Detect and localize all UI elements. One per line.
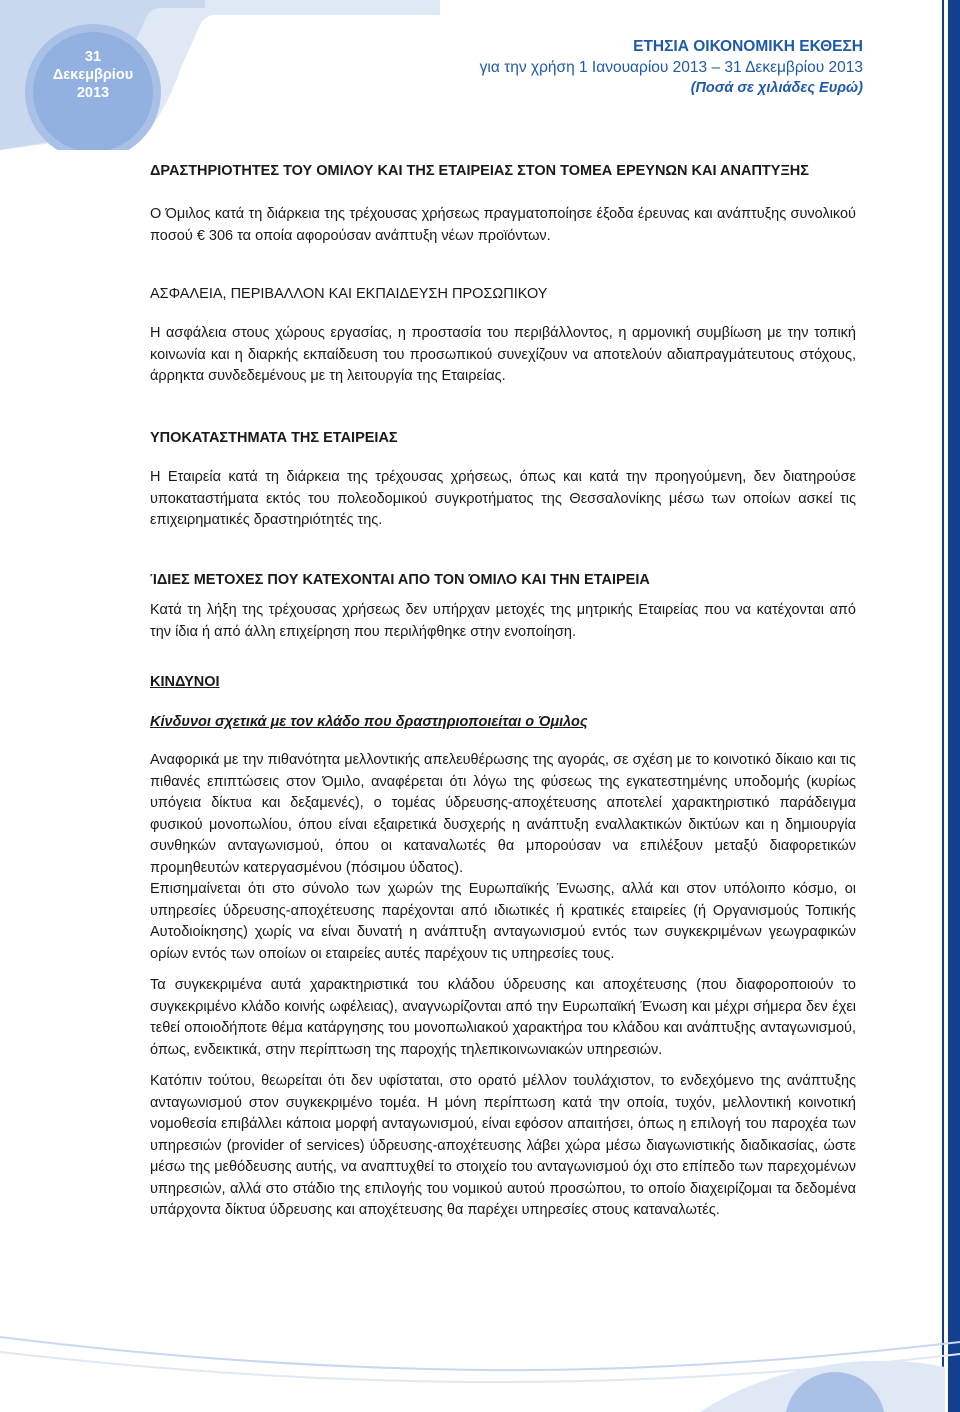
right-edge-line <box>942 0 944 1412</box>
risks-subheading: Κίνδυνοι σχετικά με τον κλάδο που δραστηριοποιείται ο Όμιλος <box>150 714 588 730</box>
risks-heading: ΚΙΝΔΥΝΟΙ <box>150 674 220 690</box>
page-header <box>480 36 863 99</box>
risks-paragraph-2: Επισημαίνεται ότι στο σύνολο των χωρών της Ευρωπαϊκής Ένωσης, αλλά και στον υπόλοιπο κόσμο, οι υπηρεσίες ύδρευσης-αποχέτευσης παρέχονται από ιδιωτικές ή κρατικές εταιρείες (ή Οργανισμούς Τοπικής Αυτοδιοίκησης) χωρίς να είναι δυνατή η ανάπτυξη ανταγωνισμού εντός των συγκεκριμένων γεωγραφικών ορίων εντός των οποίων οι εταιρείες αυτές παρέχουν τις υπηρεσίες τους. <box>150 881 856 962</box>
risks-sub <box>150 712 856 733</box>
footer-decoration <box>0 1282 960 1412</box>
treasury-heading: ΊΔΙΕΣ ΜΕΤΟΧΕΣ ΠΟΥ ΚΑΤΕΧΟΝΤΑΙ ΑΠΟ ΤΟΝ ΌΜΙΛΟ ΚΑΙ ΤΗΝ ΕΤΑΙΡΕΙΑ <box>150 572 650 588</box>
risks-paragraph-1: Αναφορικά με την πιθανότητα μελλοντικής απελευθέρωσης της αγοράς, σε σχέση με το κοινοτικό δίκαιο και τις πιθανές επιπτώσεις στον Όμιλο, αναφέρεται ότι λόγω της φύσεως της εγκατεστημένης υποδομής (κυρίως υπόγεια δίκτυα και δεξαμενές), ο τομέας ύδρευσης-αποχέτευσης αποτελεί χαρακτηριστικό παράδειγμα φυσικού μονοπωλίου, όπου είναι εξαιρετικά δυσχερής η ανάπτυξη εναλλακτικών δικτύων και η δημιουργία συνθηκών ανταγωνισμού, όπου οι καταναλωτές θα μπορούσαν να επιλέξουν μεταξύ διαφορετικών προμηθευτών κατεργασμένου (πόσιμου ύδατος). <box>150 752 856 876</box>
safety-section <box>150 284 856 305</box>
branches-heading: ΥΠΟΚΑΤΑΣΤΗΜΑΤΑ ΤΗΣ ΕΤΑΙΡΕΙΑΣ <box>150 430 398 446</box>
safety-body <box>150 323 856 388</box>
risks-paragraph-4: Κατόπιν τούτου, θεωρείται ότι δεν υφίσταται, στο ορατό μέλλον τουλάχιστον, το ενδεχόμενο της ανάπτυξης ανταγωνισμού στον συγκεκριμένο τομέα. Η μόνη περίπτωση κατά την οποία, τυχόν, μελλοντική κοινοτική νομοθεσία επιβάλλει κάποια μορφή ανταγωνισμού, είναι εφόσον απαιτήσει, όπως η επιλογή του παροχέα των υπηρεσιών (provider of services) ύδρευσης-αποχέτευσης λάβει χώρα μέσω διαγωνιστικής διαδικασίας, ώστε μέσω της μεθόδευσης αυτής, να αναπτυχθεί το στοιχείο του ανταγωνισμού όχι στο επίπεδο των παρεχομένων υπηρεσιών, αλλά στο στάδιο της επιλογής του νομικού αυτού προσώπου, το οποίο διαχειρίζομαι τα δεδομένα υπάρχοντα δίκτυα ύδρευσης και αποχέτευσης θα παρέχει υπηρεσίες στους καταναλωτές. <box>150 1073 856 1218</box>
safety-heading: ΑΣΦΑΛΕΙΑ, ΠΕΡΙΒΑΛΛΟΝ ΚΑΙ ΕΚΠΑΙΔΕΥΣΗ ΠΡΟΣΩΠΙΚΟΥ <box>150 286 548 302</box>
badge-month: Δεκεμβρίου <box>52 67 134 83</box>
rd-heading: ΔΡΑΣΤΗΡΙΟΤΗΤΕΣ ΤΟΥ ΟΜΙΛΟΥ ΚΑΙ ΤΗΣ ΕΤΑΙΡΕΙΑΣ ΣΤΟΝ ΤΟΜΕΑ ΕΡΕΥΝΩΝ ΚΑΙ ΑΝΑΠΤΥΞΗΣ <box>150 163 809 179</box>
badge-year: 2013 <box>76 85 110 101</box>
risks-paragraph-3: Τα συγκεκριμένα αυτά χαρακτηριστικά του κλάδου ύδρευσης και αποχέτευσης (που διαφοροποιούν το συγκεκριμένο κλάδο κοινής ωφέλειας), αναγνωρίζονται από την Ευρωπαϊκή Ένωση και μέχρι σήμερα δεν έχει τεθεί οποιοδήποτε θέμα κατάργησης του μονοπωλιακού χαρακτήρα του κλάδου και ανάπτυξης ανταγωνισμού, όπως, ενδεικτικά, στην περίπτωση της παροχής τηλεπικοινωνιακών υπηρεσιών. <box>150 977 856 1058</box>
treasury-body <box>150 600 856 643</box>
treasury-section <box>150 570 856 591</box>
currency-note: (Ποσά σε χιλιάδες Ευρώ) <box>690 80 863 96</box>
risks-body <box>150 750 856 1222</box>
rd-section <box>150 161 856 182</box>
safety-text: Η ασφάλεια στους χώρους εργασίας, η προστασία του περιβάλλοντος, η αρμονική συμβίωση με την τοπική κοινωνία και η διαρκής εκπαίδευση του προσωπικού συνεχίζουν να αποτελούν αδιαπραγμάτευτους στόχους, άρρηκτα συνδεδεμένους με τη λειτουργία της Εταιρείας. <box>150 325 856 384</box>
report-period: για την χρήση 1 Ιανουαρίου 2013 – 31 Δεκεμβρίου 2013 <box>479 59 863 76</box>
branches-body <box>150 467 856 532</box>
risks-section <box>150 672 856 693</box>
right-edge-bar <box>948 0 960 1412</box>
branches-text: Η Εταιρεία κατά τη διάρκεια της τρέχουσας χρήσεως, όπως και κατά την προηγούμενη, δεν διατηρούσε υποκαταστήματα εκτός του πολεοδομικού συγκροτήματος της Θεσσαλονίκης μέσω των οποίων ασκεί τις επιχειρηματικές δραστηριότητές της. <box>150 469 856 528</box>
rd-text: Ο Όμιλος κατά τη διάρκεια της τρέχουσας χρήσεως πραγματοποίησε έξοδα έρευνας και ανάπτυξης συνολικού ποσού € 306 τα οποία αφορούσαν ανάπτυξη νέων προϊόντων. <box>150 206 856 244</box>
branches-section <box>150 428 856 449</box>
treasury-text: Κατά τη λήξη της τρέχουσας χρήσεως δεν υπήρχαν μετοχές της μητρικής Εταιρείας που να κατέχονται από την ίδια ή από άλλη επιχείρηση που περιλήφθηκε στην ενοποίηση. <box>150 602 856 640</box>
report-title: ΕΤΗΣΙΑ ΟΙΚΟΝΟΜΙΚΗ ΕΚΘΕΣΗ <box>633 38 863 55</box>
badge-day: 31 <box>84 49 102 65</box>
date-badge <box>28 48 158 102</box>
rd-body <box>150 204 856 247</box>
